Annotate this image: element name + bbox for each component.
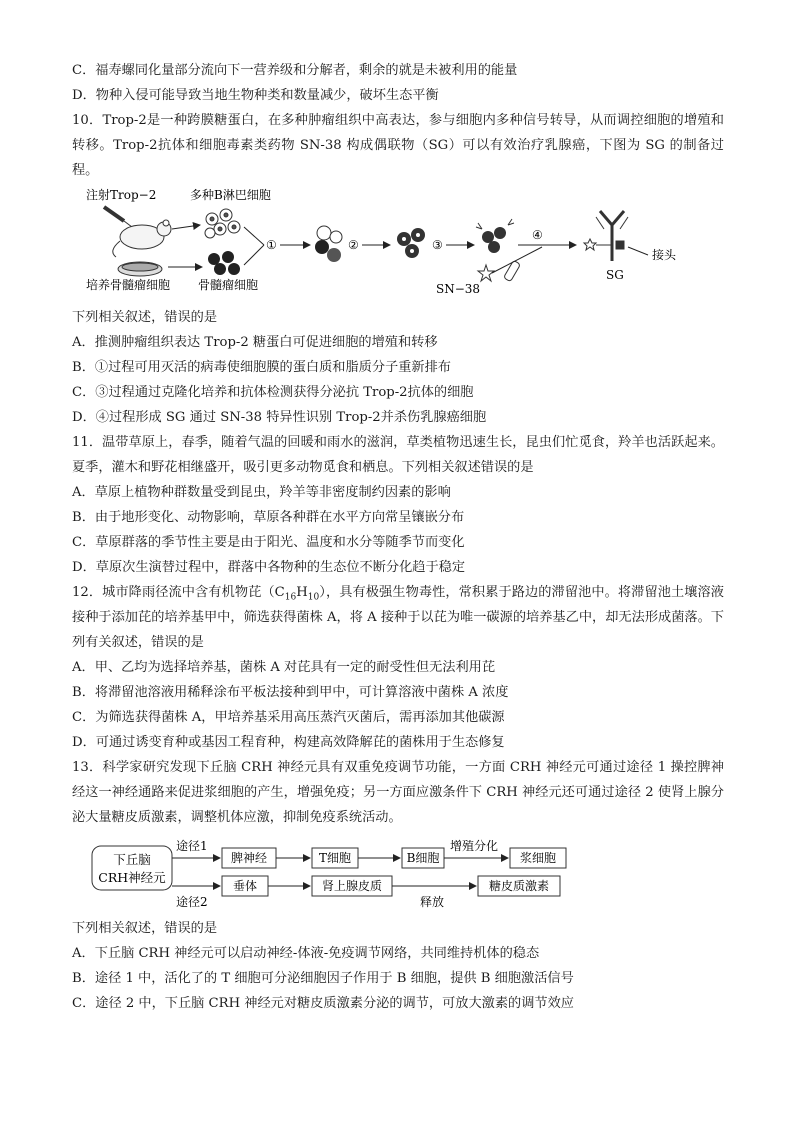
q10-option-c: C．③过程通过克隆化培养和抗体检测获得分泌抗 Trop-2抗体的细胞 (72, 385, 474, 400)
q12-formula-h: H (296, 585, 308, 600)
pituitary-text: 垂体 (232, 879, 258, 893)
b-cell-text: B细胞 (406, 851, 440, 865)
q12-formula-sub1: 16 (284, 592, 297, 603)
prev-option-c: C．福寿螺同化量部分流向下一营养级和分解者，剩余的就是未被利用的能量 (72, 63, 518, 78)
syringe-icon (104, 207, 132, 227)
b-cells-icon (205, 209, 240, 238)
step2-label: ② (348, 238, 359, 252)
antibody-secreting-cells-icon (476, 219, 514, 253)
myeloma-cells-icon (208, 251, 240, 275)
q13-figure (72, 836, 724, 910)
q12-stem-part1: 12．城市降雨径流中含有机物芘（C (72, 585, 285, 600)
q10-stem: 10．Trop-2是一种跨膜糖蛋白，在多种肿瘤组织中高表达，参与细胞内多种信号转导，从而调控细胞的增殖和转移。Trop-2抗体和细胞毒素类药物 SN-38 构成偶联物（SG）可以有效治疗乳腺癌，下图为 SG 的制备过程。 (72, 113, 724, 178)
myeloma-label: 骨髓瘤细胞 (198, 278, 259, 292)
hybridoma-cells-icon (397, 228, 425, 258)
sn38-drug-icon (478, 260, 520, 281)
t-cell-text: T细胞 (318, 851, 352, 865)
plasma-cell-text: 浆细胞 (519, 851, 557, 865)
q12-formula-sub2: 10 (307, 592, 320, 603)
q13-option-c: C．途径 2 中，下丘脑 CRH 神经元对糖皮质激素分泌的调节，可放大激素的调节效应 (72, 996, 574, 1011)
q11-option-a: A．草原上植物种群数量受到昆虫，羚羊等非密度制约因素的影响 (72, 485, 451, 500)
exam-page (72, 58, 724, 1016)
q12-stem-part2: ），具有极强生物毒性，常积累于路边的滞留池中。将滞留池土壤溶液接种于添加芘的培养基甲中，筛选获得菌株 A，将 A 接种于以芘为唯一碳源的培养基乙中，却无法形成菌落。下列有关叙述，错误的是 (72, 585, 724, 650)
step4-label: ④ (532, 228, 543, 242)
q13-prompt: 下列相关叙述，错误的是 (72, 921, 218, 936)
crh-pathway-diagram (72, 836, 724, 910)
sn38-label: SN−38 (436, 282, 481, 296)
linker-label: 接头 (652, 248, 677, 262)
q10-option-d: D．④过程形成 SG 通过 SN-38 特异性识别 Trop-2并杀伤乳腺癌细胞 (72, 410, 487, 425)
q12-option-b: B．将滞留池溶液用稀释涂布平板法接种到甲中，可计算溶液中菌株 A 浓度 (72, 685, 509, 700)
q12-option-d: D．可通过诱变育种或基因工程育种，构建高效降解芘的菌株用于生态修复 (72, 735, 505, 750)
q11-stem: 11．温带草原上，春季，随着气温的回暖和雨水的滋润，草类植物迅速生长，昆虫们忙觅食，羚羊也活跃起来。夏季，灌木和野花相继盛开，吸引更多动物觅食和栖息。下列相关叙述错误的是 (72, 435, 724, 475)
sg-label: SG (606, 268, 624, 282)
bcells-label: 多种B淋巴细胞 (190, 188, 271, 202)
path1-label: 途径1 (176, 839, 208, 853)
fused-cells-icon (315, 226, 342, 262)
source-line2: CRH神经元 (98, 870, 166, 885)
q12-option-c: C．为筛选获得菌株 A，甲培养基采用高压蒸汽灭菌后，需再添加其他碳源 (72, 710, 505, 725)
q10-figure (72, 185, 724, 305)
sg-conjugate-icon (584, 211, 628, 261)
q10-option-a: A．推测肿瘤组织表达 Trop-2 糖蛋白可促进细胞的增殖和转移 (72, 335, 438, 350)
inject-label: 注射Trop−2 (86, 188, 157, 202)
q13-stem: 13．科学家研究发现下丘脑 CRH 神经元具有双重免疫调节功能，一方面 CRH 神经元可通过途径 1 操控脾神经这一神经通路来促进浆细胞的产生，增强免疫；另一方面应激条件下 CRH 神经元还可通过途径 2 使肾上腺分泌大量糖皮质激素，调整机体应激，抑制免疫系统活动。 (72, 760, 724, 825)
q12-stem (72, 580, 724, 655)
step1-label: ① (266, 238, 277, 252)
spleen-nerve-text: 脾神经 (230, 851, 268, 865)
q11-option-b: B．由于地形变化、动物影响，草原各种群在水平方向常呈镶嵌分布 (72, 510, 465, 525)
prolif-label: 增殖分化 (450, 839, 499, 853)
step3-label: ③ (432, 238, 443, 252)
release-label: 释放 (420, 895, 445, 909)
q11-option-c: C．草原群落的季节性主要是由于阳光、温度和水分等随季节而变化 (72, 535, 465, 550)
sg-preparation-diagram (72, 185, 724, 305)
q10-prompt: 下列相关叙述，错误的是 (72, 310, 218, 325)
source-line1: 下丘脑 (113, 852, 151, 867)
petri-dish-icon (118, 262, 162, 276)
mouse-icon (113, 220, 171, 257)
q12-option-a: A．甲、乙均为选择培养基，菌株 A 对芘具有一定的耐受性但无法利用芘 (72, 660, 496, 675)
q10-option-b: B．①过程可用灭活的病毒使细胞膜的蛋白质和脂质分子重新排布 (72, 360, 451, 375)
q13-option-b: B．途径 1 中，活化了的 T 细胞可分泌细胞因子作用于 B 细胞，提供 B 细胞激活信号 (72, 971, 574, 986)
q13-option-a: A．下丘脑 CRH 神经元可以启动神经-体液-免疫调节网络，共同维持机体的稳态 (72, 946, 540, 961)
adrenal-cortex-text: 肾上腺皮质 (321, 879, 383, 893)
q11-option-d: D．草原次生演替过程中，群落中各物种的生态位不断分化趋于稳定 (72, 560, 466, 575)
glucocorticoid-text: 糖皮质激素 (488, 879, 550, 893)
prev-option-d: D．物种入侵可能导致当地生物种类和数量减少，破坏生态平衡 (72, 88, 439, 103)
culture-label: 培养骨髓瘤细胞 (86, 278, 171, 292)
path2-label: 途径2 (176, 895, 208, 909)
